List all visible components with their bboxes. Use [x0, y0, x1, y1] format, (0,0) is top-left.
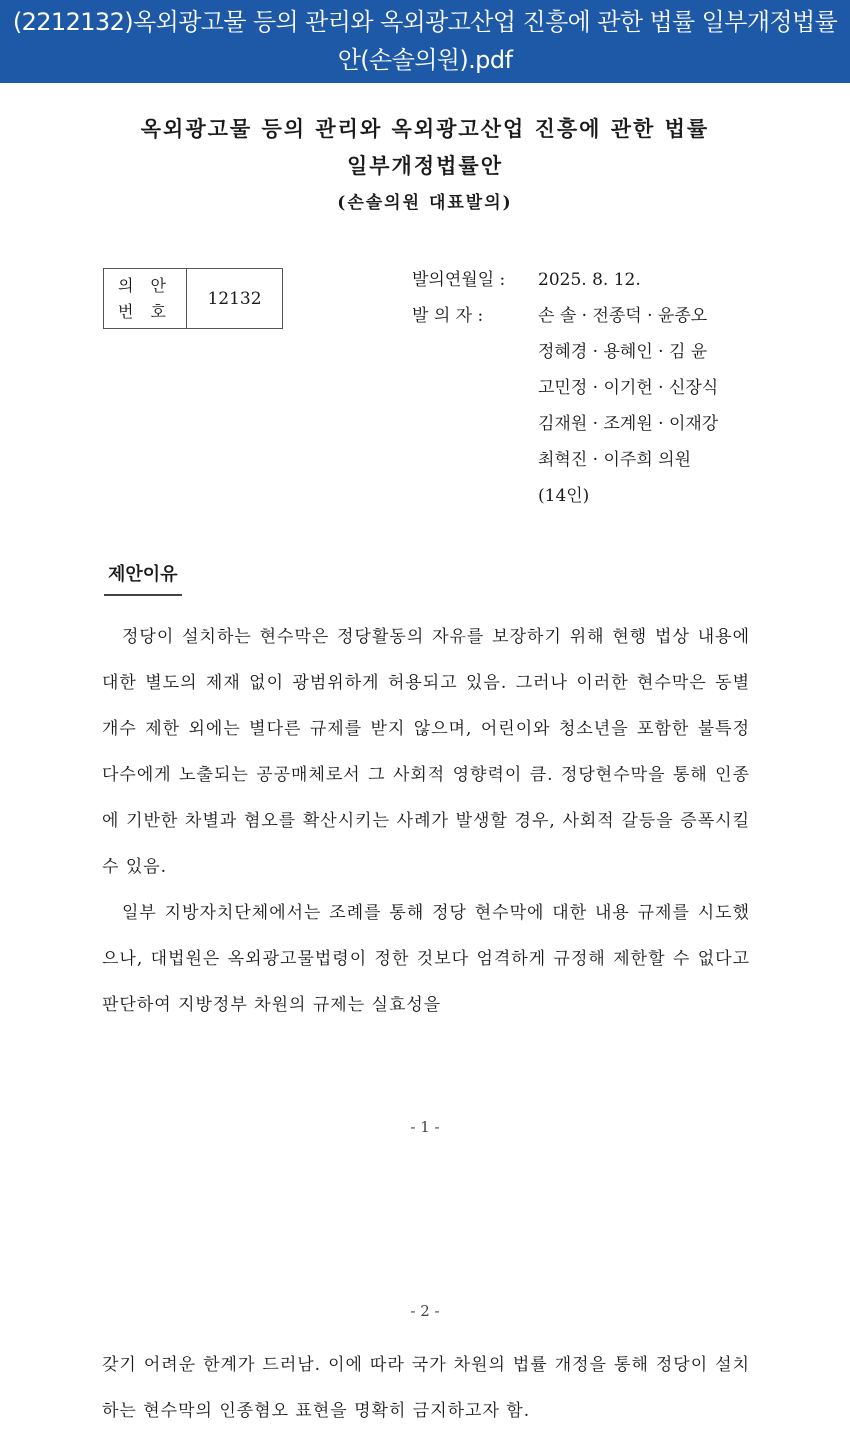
proposer-line: 고민정 · 이기헌 · 신장식 [538, 378, 719, 398]
bill-label-top: 의 안 [118, 275, 172, 295]
date-label: 발의연월일 : [412, 270, 506, 290]
proposer-label: 발 의 자 : [412, 306, 484, 326]
paragraph-3: 갖기 어려운 한계가 드러남. 이에 따라 국가 차원의 법률 개정을 통해 정당이 설치하는 현수막의 인종혐오 표현을 명확히 금지하고자 함. [102, 1355, 750, 1421]
bill-number: 12132 [207, 288, 262, 309]
page-number-1: - 1 - [410, 1118, 440, 1136]
bill-number-box [103, 268, 283, 329]
page2-body [102, 1342, 750, 1434]
proposer-line: 정혜경 · 용혜인 · 김 윤 [538, 342, 708, 362]
paragraph-2: 일부 지방자치단체에서는 조례를 통해 정당 현수막에 대한 내용 규제를 시도했으나, 대법원은 옥외광고물법령이 정한 것보다 엄격하게 규정해 제한할 수 없다고 판단하여 지방정부 차원의 규제는 실효성을 [102, 903, 750, 1015]
doc-title-line1: 옥외광고물 등의 관리와 옥외광고산업 진흥에 관한 법률 [140, 116, 710, 141]
proposer-line: 최혁진 · 이주희 의원 [538, 450, 691, 470]
proposer-line: 손 솔 · 전종덕 · 윤종오 [538, 306, 708, 326]
doc-subtitle: (손솔의원 대표발의) [337, 193, 513, 213]
proposal-reason-body [102, 614, 750, 1028]
doc-title-line2: 일부개정법률안 [346, 153, 503, 178]
proposer-line: 김재원 · 조계원 · 이재강 [538, 414, 719, 434]
bill-label-bottom: 번 호 [118, 301, 172, 321]
file-title-bar [0, 0, 850, 83]
proposer-count: (14인) [538, 486, 590, 506]
section-title: 제안이유 [104, 560, 182, 596]
file-title: (2212132)옥외광고물 등의 관리와 옥외광고산업 진흥에 관한 법률 일부개정법률안(손솔의원).pdf [12, 8, 838, 74]
bill-number-label [104, 269, 187, 328]
page-number-2: - 2 - [410, 1302, 440, 1320]
date-value: 2025. 8. 12. [538, 270, 641, 290]
paragraph-1: 정당이 설치하는 현수막은 정당활동의 자유를 보장하기 위해 현행 법상 내용에 대한 별도의 제재 없이 광범위하게 허용되고 있음. 그러나 이러한 현수막은 동별 개수 제한 외에는 별다른 규제를 받지 않으며, 어린이와 청소년을 포함한 불특정 다수에게 노출되는 공공매체로서 그 사회적 영향력이 큼. 정당현수막을 통해 인종에 기반한 차별과 혐오를 확산시키는 사례가 발생할 경우, 사회적 갈등을 증폭시킬 수 있음. [102, 627, 750, 877]
